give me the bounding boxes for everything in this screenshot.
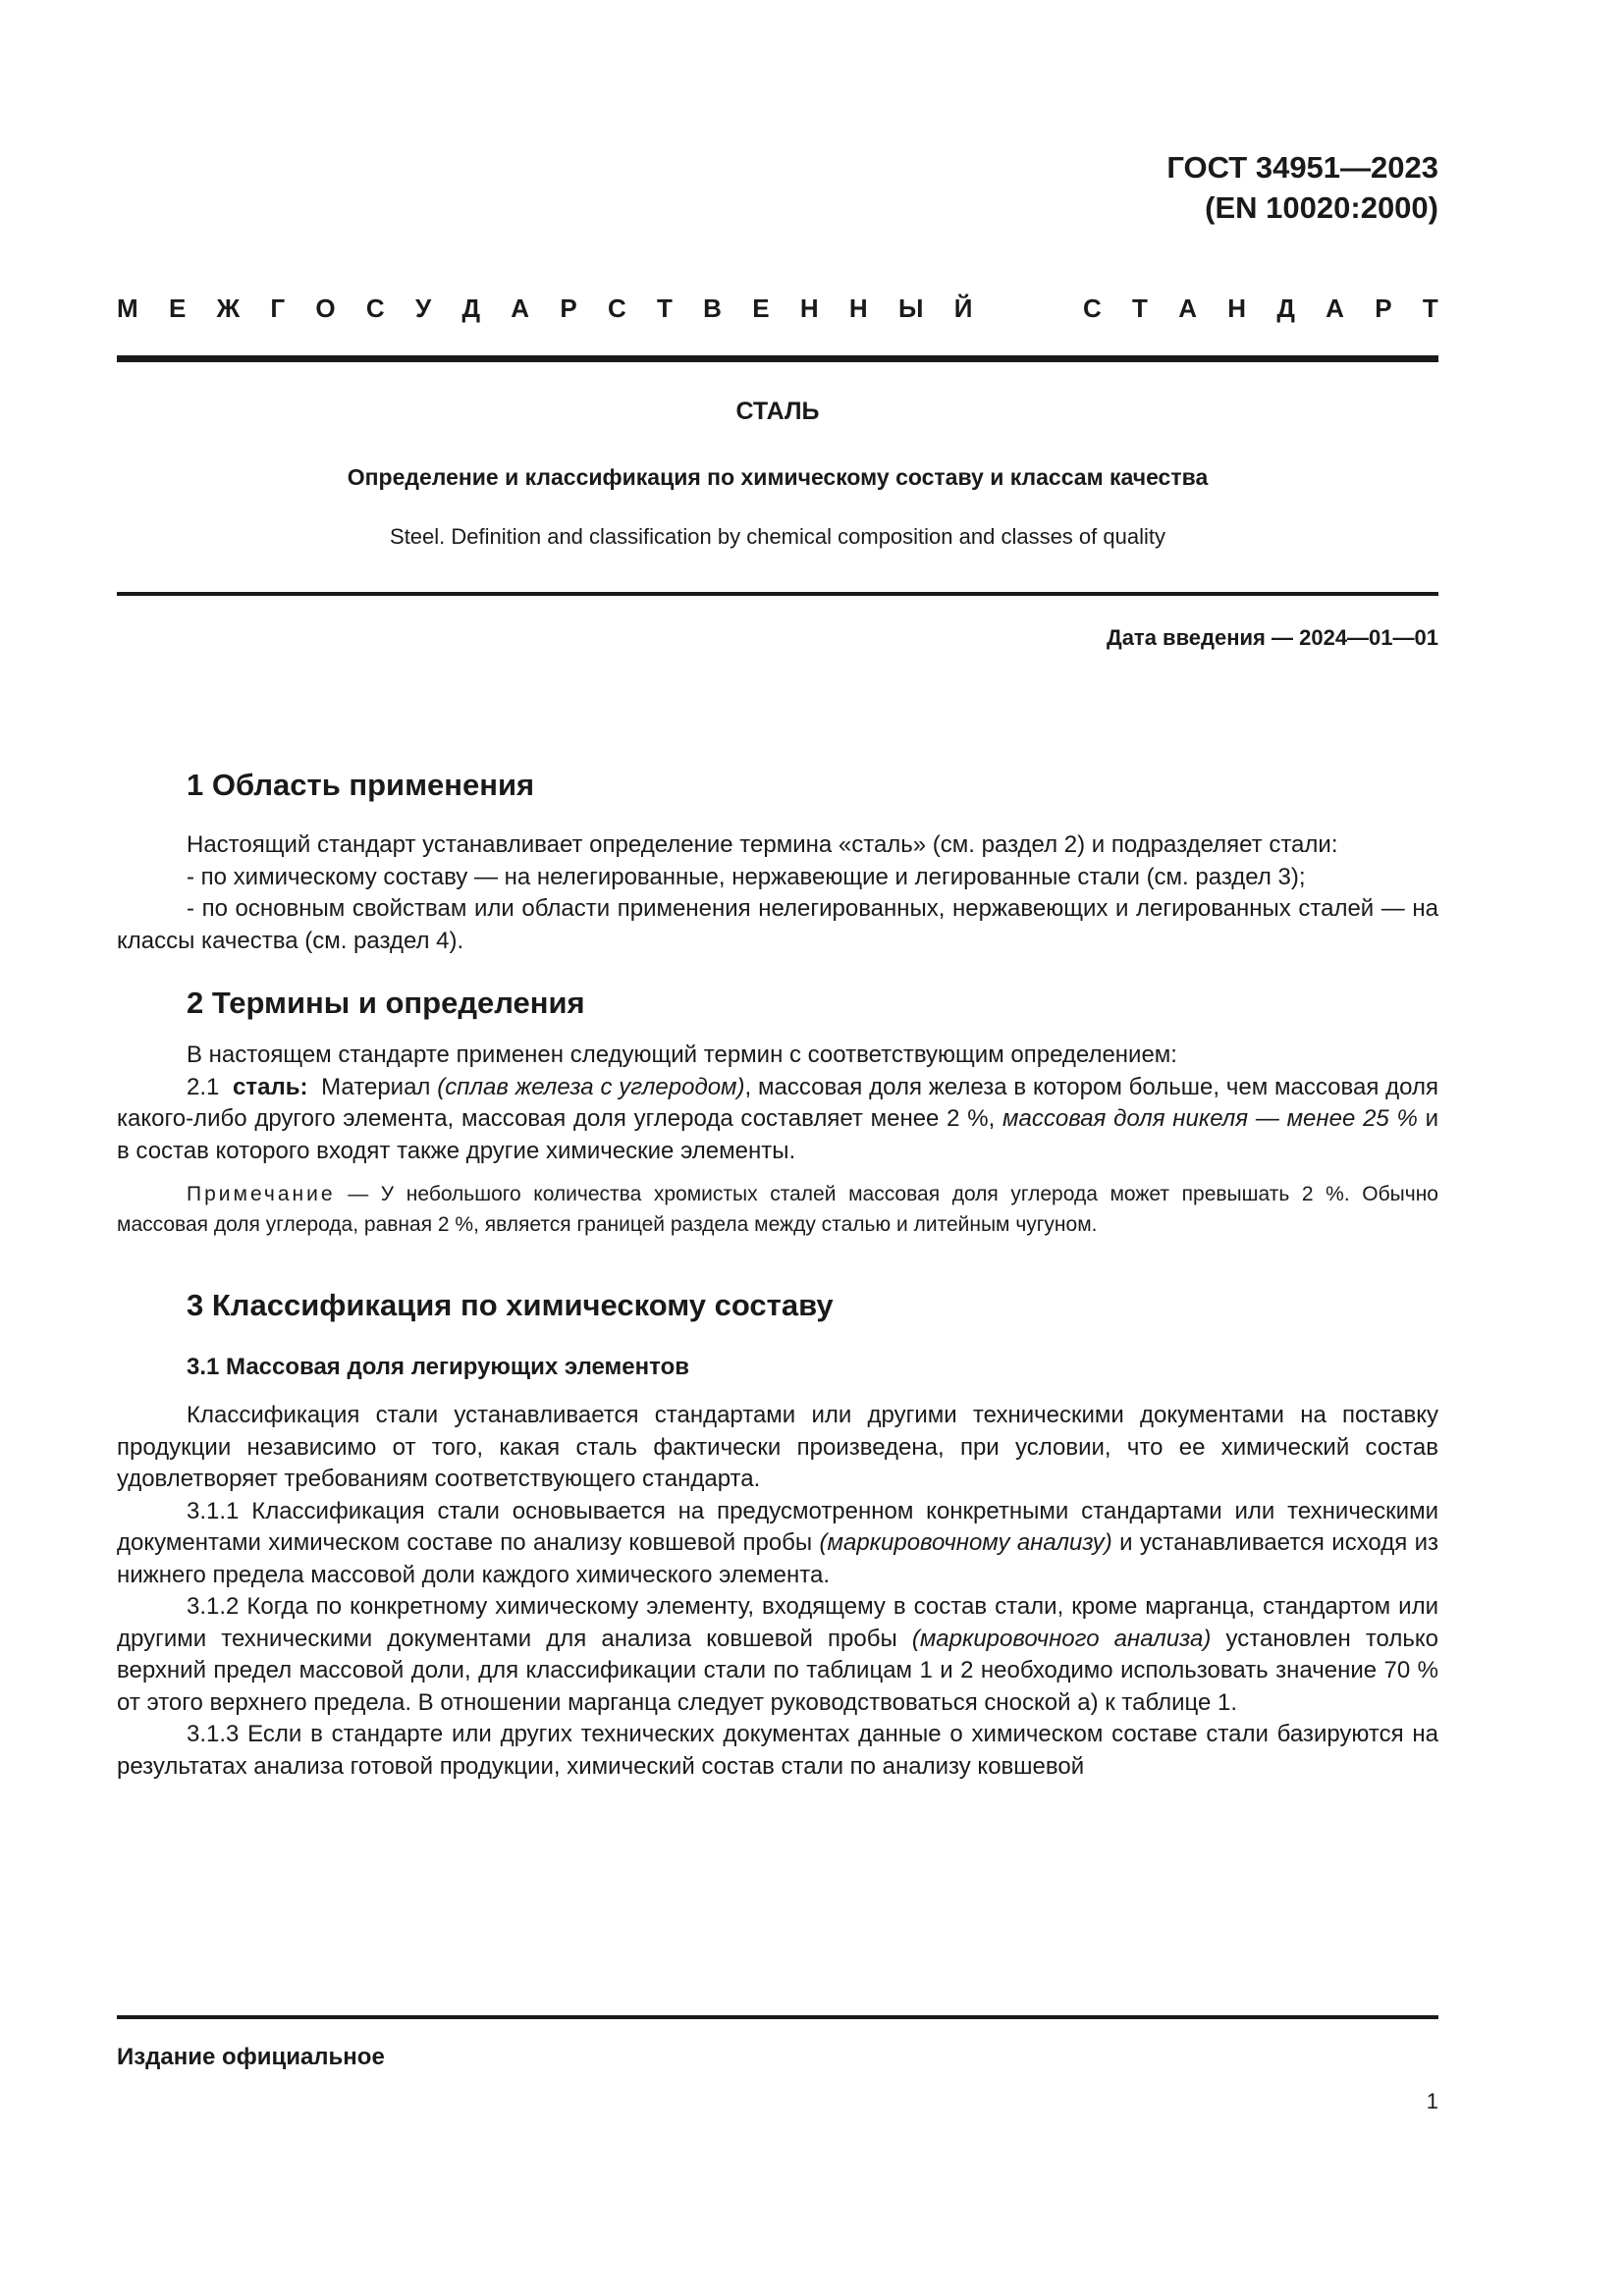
banner-letter: А [1326,294,1344,323]
footer-rule [117,2015,1438,2019]
clause-text: 3.1.2 Когда по конкретному химическому элементу, входящему в состав стали, кроме марганца, стандартом или другими техническими документами для анализа ковшевой пробы [117,1593,1438,1652]
official-edition-label: Издание официальное [117,2044,385,2070]
section-1-paragraph: Настоящий стандарт устанавливает определение термина «сталь» (см. раздел 2) и подразделяет стали: [187,831,1338,858]
banner-letter: О [315,294,336,323]
clause-italic: (маркировочному анализу) [819,1529,1112,1556]
clause-3-1-3: 3.1.3 Если в стандарте или других технических документах данные о химическом составе стали базируются на результатах анализа готовой продукции, химический состав стали по анализу ковшевой [117,1721,1438,1780]
note-label: Примечание [187,1183,336,1205]
banner-letter: Е [168,294,187,323]
banner-letter: Ы [897,294,924,323]
header-thick-rule [117,355,1438,362]
banner-letter: Т [1132,294,1148,323]
section-1-list-item: - по химическому составу — на нелегированные, нержавеющие и легированные стали (см. раздел 3); [187,863,1306,890]
document-subtitle-en: Steel. Definition and classification by chemical composition and classes of quality [390,524,1165,549]
banner-letter: Н [848,294,868,323]
banner-letter: М [117,294,138,323]
document-page [117,0,1438,2296]
banner-letter: Т [1422,294,1438,323]
document-body [117,766,1438,1783]
definition-text: , массовая доля железа в котором больше, чем массовая доля какого-либо другого элемента, массовая доля углерода составляет менее 2 %, [117,1073,1438,1132]
banner-letter: Р [560,294,577,323]
section-3-paragraph: Классификация стали устанавливается стандартами или другими техническими документами на поставку продукции независимо от того, какая сталь фактически произведена, при условии, что ее химический состав удовлетворяет требованиям соответствующего стандарта. [117,1402,1438,1492]
banner-letter: В [703,294,722,323]
section-2-heading: 2 Термины и определения [187,986,585,1020]
definition-italic: массовая доля никеля — менее 25 % [1002,1105,1418,1132]
clause-3-1-2 [117,1591,1438,1719]
banner-letter: С [607,294,626,323]
banner-letter: Ж [216,294,241,323]
banner-letter: Н [1227,294,1247,323]
title-rule [117,592,1438,596]
banner-letter: Т [657,294,673,323]
clause-italic: (маркировочного анализа) [911,1625,1212,1652]
definition-text: и в состав которого входят также другие химические элементы. [117,1105,1439,1164]
definition-text: Материал [321,1073,431,1100]
section-3-heading: 3 Классификация по химическому составу [187,1288,834,1322]
standard-code: ГОСТ 34951—2023 [1166,150,1438,185]
standard-code-en: (EN 10020:2000) [1205,190,1438,225]
banner-letter: Е [752,294,770,323]
banner-letter: Н [799,294,819,323]
clause-text: 3.1.1 Классификация стали основывается на предусмотренном конкретными стандартами или техническими документами химическом составе по анализу ковшевой пробы [117,1497,1438,1556]
definition-number: 2.1 [187,1073,220,1100]
banner-letter: А [1178,294,1197,323]
interstate-standard-banner [117,293,1438,324]
banner-letter: С [365,294,385,323]
banner-letter: Й [953,294,973,323]
section-2-paragraph: В настоящем стандарте применен следующий термин с соответствующим определением: [187,1041,1177,1068]
clause-3-1-1 [117,1496,1438,1592]
banner-letter: А [511,294,530,323]
banner-letter: Д [1276,294,1295,323]
definition-italic: (сплав железа с углеродом) [437,1073,745,1100]
term-definition [117,1072,1438,1168]
clause-text: установлен только верхний предел массовой доли, для классификации стали по таблицам 1 и 2 необходимо использовать значение 70 % от этого верхнего предела. В отношении марганца следует руководствоваться сноской а) к таблице 1. [117,1625,1439,1716]
standard-code-block [1166,147,1438,228]
clause-text: и устанавливается исходя из нижнего предела массовой доли каждого химического элемента. [117,1529,1439,1588]
banner-word-gap [1003,293,1053,324]
page-number: 1 [1426,2089,1438,2113]
banner-letter: Г [270,294,286,323]
banner-letter: У [414,294,432,323]
banner-letter: С [1082,294,1102,323]
banner-letter: Д [461,294,480,323]
defined-term: сталь: [233,1073,308,1100]
introduction-date: Дата введения — 2024—01—01 [1107,625,1438,650]
document-subtitle-ru: Определение и классификация по химическому составу и классам качества [347,464,1209,490]
note [117,1179,1438,1240]
subsection-3-1-heading: 3.1 Массовая доля легирующих элементов [187,1354,689,1380]
section-1-list-item: - по основным свойствам или области применения нелегированных, нержавеющих и легированных сталей — на классы качества (см. раздел 4). [117,895,1438,954]
banner-letter: Р [1375,294,1392,323]
section-1-heading: 1 Область применения [187,768,535,802]
document-title: СТАЛЬ [735,398,820,425]
note-text: — У небольшого количества хромистых сталей массовая доля углерода может превышать 2 %. Обычно массовая доля углерода, равная 2 %, является границей раздела между сталью и литейным чугуном. [117,1183,1438,1236]
